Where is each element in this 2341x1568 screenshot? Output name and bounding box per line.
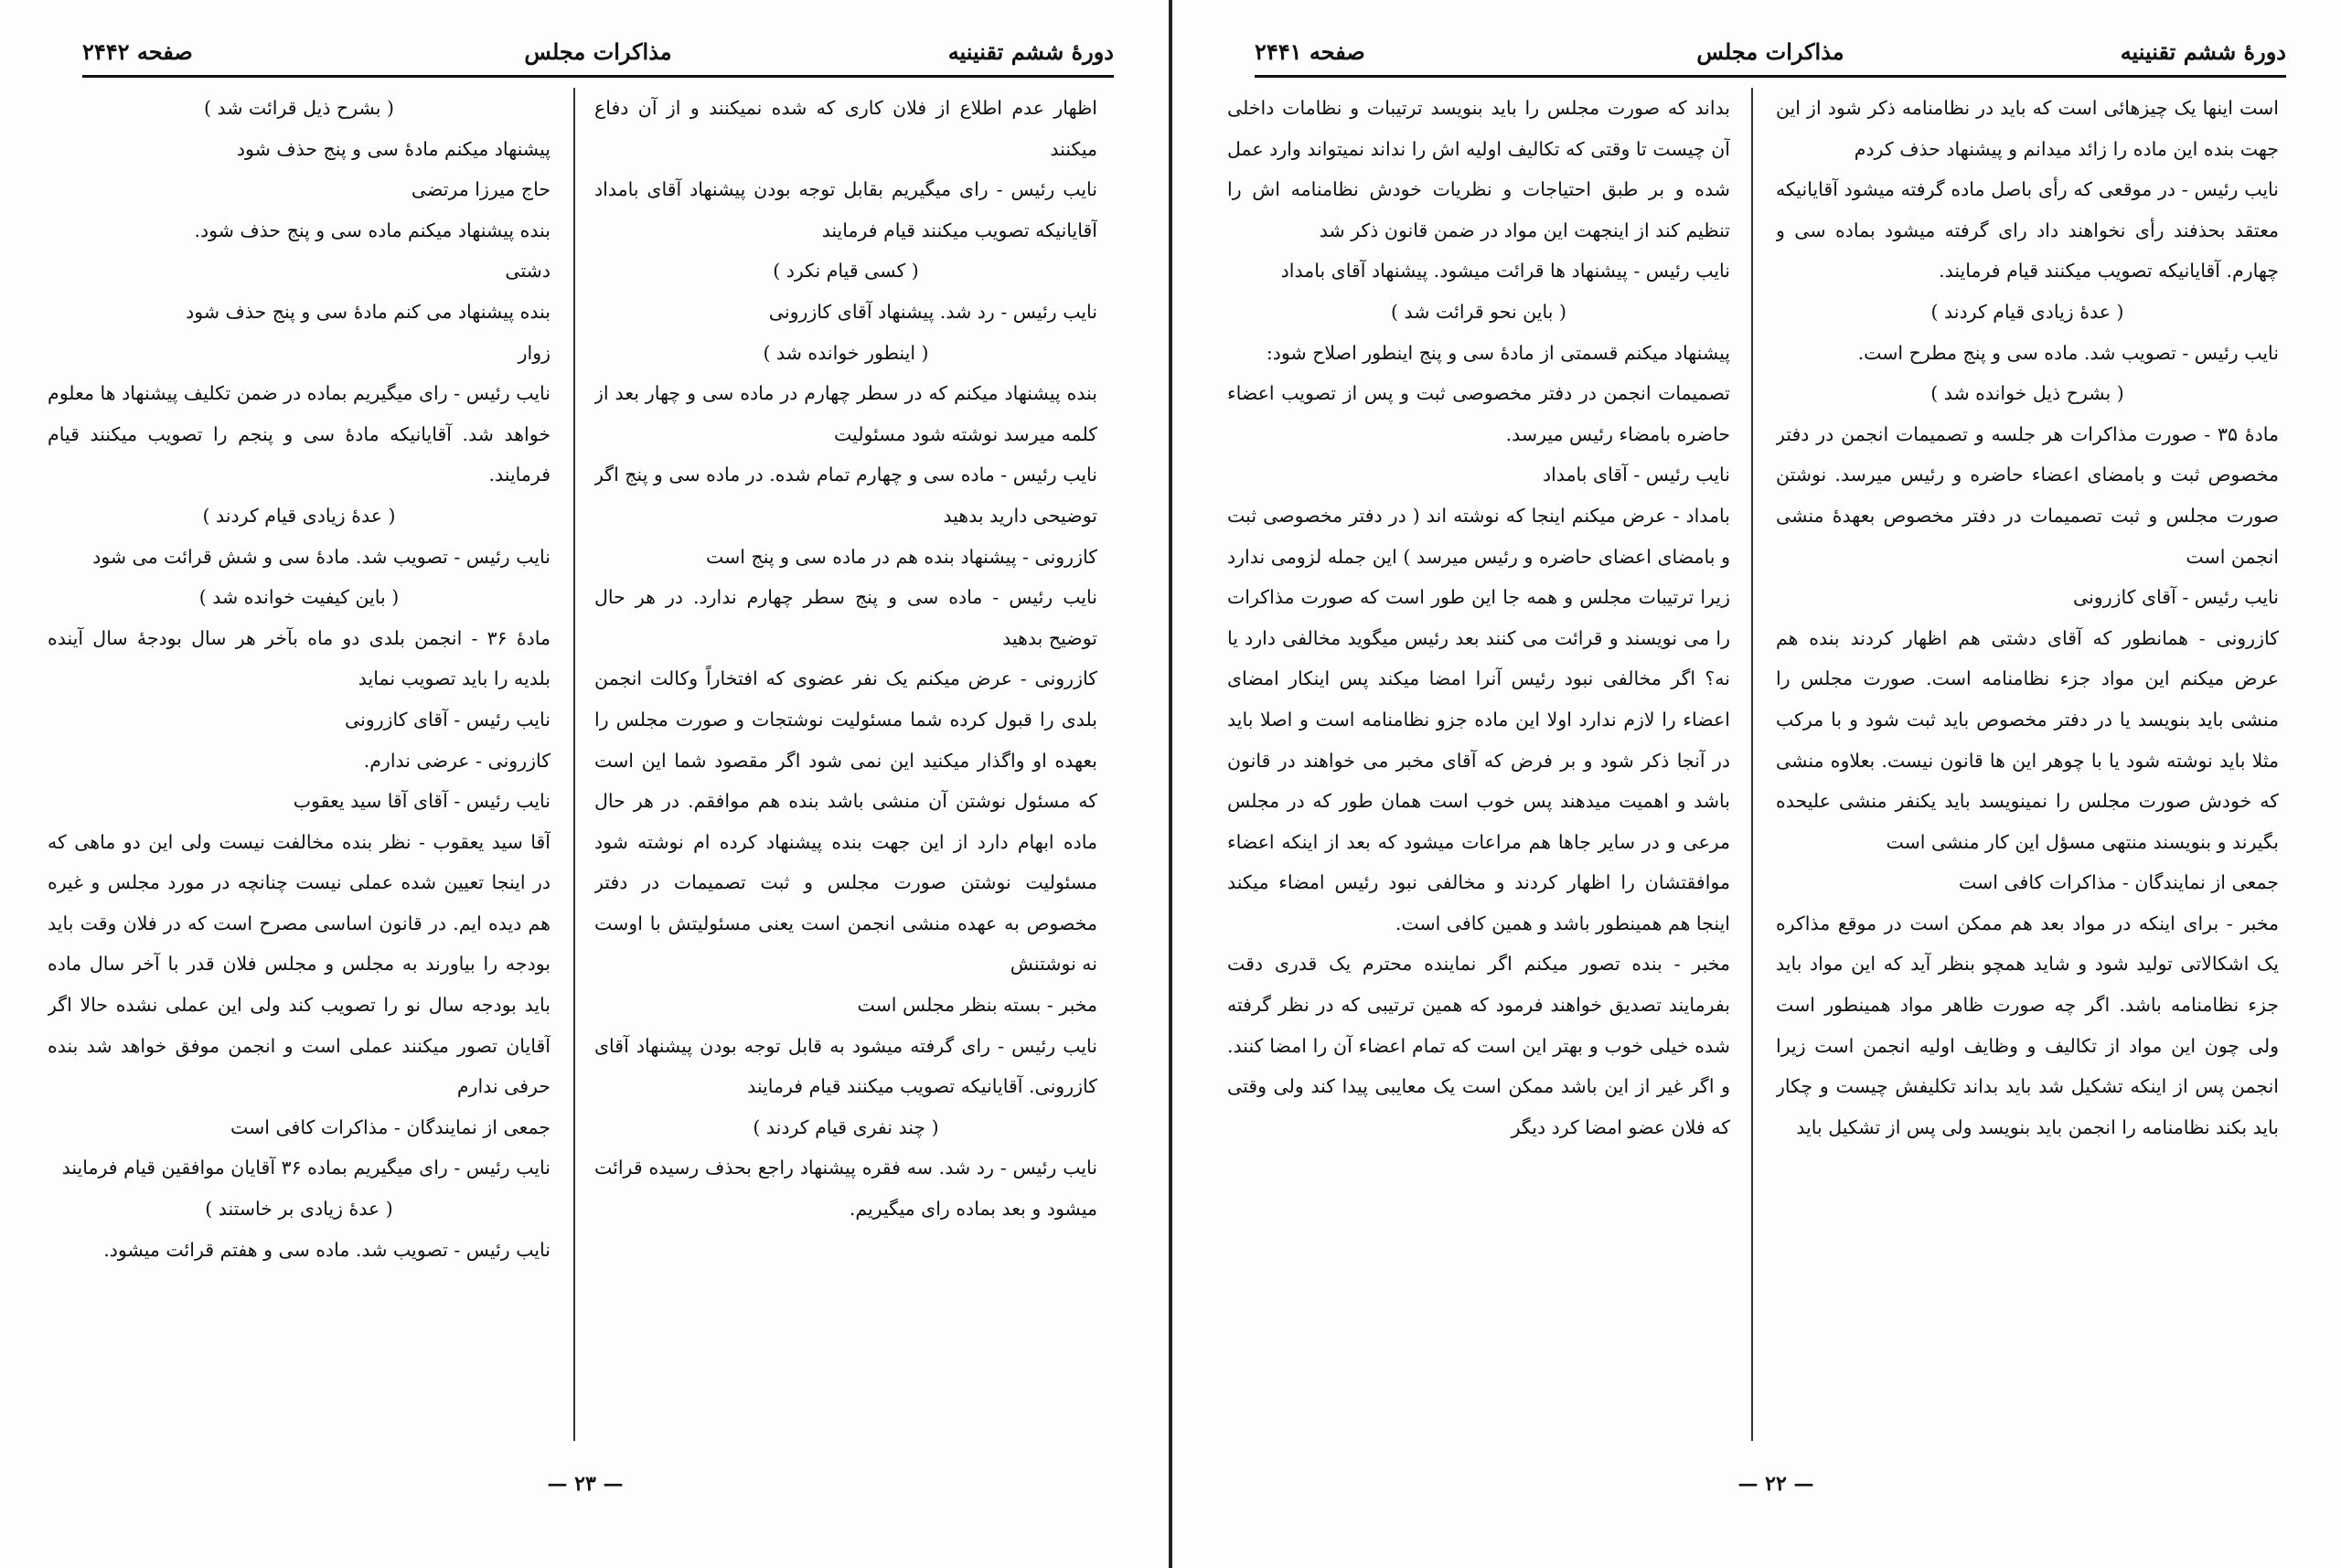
text-paragraph: دشتی (505, 260, 551, 283)
stage-direction: ( عدهٔ زیادی قیام کردند ) (202, 504, 396, 527)
column-divider (573, 88, 575, 1441)
page-number-label: صفحه ۲۴۴۲ (82, 38, 193, 65)
text-paragraph: پیشنهاد میکنم مادهٔ سی و پنج حذف شود (236, 137, 551, 160)
speaker-paragraph: نایب رئیس - تصویب شد. مادهٔ سی و شش قرائت می شود (92, 545, 551, 568)
right-text-column (594, 88, 1097, 1459)
text-paragraph: پیشنهاد میکنم قسمتی از مادهٔ سی و پنج اینطور اصلاح شود: (1266, 341, 1730, 364)
session-label: دورهٔ ششم تقنینیه (947, 38, 1114, 65)
text-paragraph: آقا سید یعقوب - نظر بنده مخالفت نیست ولی این دو ماهی که در اینجا تعیین شده عملی نیست چنانچه در مورد مجلس و غیره هم دیده ایم. در قانون اساسی مصرح است که در فلان وقت باید بودجه را بیاورند به مجلس و مجلس فلان قدر با آخر سال ماده باید بودجه سال نو را تصویب کند ولی این عملی نشده حالا اگر آقایان تصور میکنند عملی است و انجمن موفق خواهد شد بنده حرفی ندارم (48, 830, 551, 1098)
speaker-paragraph: نایب رئیس - رد شد. سه فقره پیشنهاد راجع بحذف رسیده قرائت میشود و بعد بماده رای میگیریم. (594, 1157, 1097, 1221)
text-paragraph: بنده پیشنهاد میکنم ماده سی و پنج حذف شود. (194, 219, 551, 241)
text-paragraph: بنده پیشنهاد میکنم که در سطر چهارم در ماده سی و چهار بعد از کلمه میرسد نوشته شود مسئولیت (594, 382, 1097, 445)
text-paragraph: مخبر - بسته بنظر مجلس است (857, 994, 1097, 1017)
speaker-paragraph: نایب رئیس - رای میگیریم بقابل توجه بودن پیشنهاد آقای بامداد آقایانیکه تصویب میکنند قیام فرمایند (594, 178, 1097, 241)
stage-direction: ( عدهٔ زیادی بر خاستند ) (205, 1198, 393, 1221)
text-paragraph: جمعی از نمایندگان - مذاکرات کافی است (1958, 871, 2279, 894)
left-text-column (1227, 88, 1730, 1459)
text-paragraph: مادهٔ ۳۶ - انجمن بلدی دو ماه بآخر هر سال بودجهٔ سال آینده بلدیه را باید تصویب نماید (48, 626, 551, 690)
text-paragraph: جمعی از نمایندگان - مذاکرات کافی است (230, 1115, 551, 1138)
text-paragraph: بامداد - عرض میکنم اینجا که نوشته اند ( در دفتر مخصوصی ثبت و بامضای اعضای حاضره و رئیس میرسد ) این جمله لزومی ندارد زیرا ترتیبات مجلس و همه جا این طور است که صورت مذاکرات را می نویسند و قرائت می کنند بعد رئیس میگوید مخالفی دارد یا نه؟ اگر مخالفی نبود رئیس آنرا امضا میکند پس اینکار امضای اعضاء را لازم ندارد اولا این ماده جزو نظامنامه است و اصلا باید در آنجا ذکر شود و بر فرض که آقای مخبر می خواهند در قانون باشد و اهمیت میدهند پس خوب است همان طور که در مجلس مرعی و در سایر جاها هم مراعات میشود که بعد از اینکه اعضاء موافقتشان را اظهار کردند و مخالفی نبود رئیس امضاء میکند اینجا هم همینطور باشد و همین کافی است. (1227, 504, 1730, 934)
text-paragraph: بداند که صورت مجلس را باید بنویسد ترتیبات و نظامات داخلی آن چیست تا وقتی که تکالیف اولیه اش را نداند نمیتواند وارد عمل شده و بر طبق احتیاجات و نظریات خودش نظامنامه اش را تنظیم کند از اینجهت این مواد در ضمن قانون ذکر شد (1227, 97, 1730, 241)
speaker-paragraph: نایب رئیس - آقای بامداد (1542, 464, 1730, 486)
stage-direction: ( باین کیفیت خوانده شد ) (198, 586, 400, 609)
speaker-paragraph: نایب رئیس - رای میگیریم بماده ۳۶ آقایان موافقین قیام فرمایند (61, 1157, 551, 1179)
journal-title: مذاکرات مجلس (1696, 38, 1844, 65)
stage-direction: ( چند نفری قیام کردند ) (753, 1115, 939, 1138)
page-header (82, 31, 1114, 78)
text-paragraph: حاج میرزا مرتضی (411, 178, 551, 201)
text-paragraph: مخبر - برای اینکه در مواد بعد هم ممکن است در موقع مذاکره یک اشکالاتی تولید شود و شاید همچو بنظر آید که این مواد باید جزء نظامنامه باشد. اگر چه صورت ظاهر مواد همینطور است ولی چون این مواد از تکالیف و وظایف اولیه انجمن است زیرا انجمن پس از اینکه تشکیل شد باید بداند تکلیفش چیست و چکار باید بکند نظامنامه را انجمن باید بنویسد ولی پس از تشکیل باید (1776, 912, 2279, 1138)
stage-direction: ( کسی قیام نکرد ) (773, 260, 919, 283)
stage-direction: ( بشرح ذیل قرائت شد ) (203, 97, 395, 119)
left-page (0, 0, 1169, 1568)
speaker-paragraph: نایب رئیس - ماده سی و چهارم تمام شده. در ماده سی و پنج اگر توضیحی دارید بدهید (594, 464, 1097, 527)
text-paragraph: بنده پیشنهاد می کنم مادهٔ سی و پنج حذف شود (186, 300, 551, 323)
speaker-paragraph: نایب رئیس - رای میگیریم بماده در ضمن تکلیف پیشنهاد ها معلوم خواهد شد. آقایانیکه مادهٔ سی و پنجم را تصویب میکنند قیام فرمایند. (48, 382, 551, 486)
stage-direction: ( اینطور خوانده شد ) (763, 341, 929, 364)
stage-direction: ( بشرح ذیل خوانده شد ) (1930, 382, 2124, 405)
column-divider (1751, 88, 1753, 1441)
text-paragraph: مادهٔ ۳۵ - صورت مذاکرات هر جلسه و تصمیمات انجمن در دفتر مخصوص ثبت و بامضای اعضاء حاضره و رئیس میرسد. نوشتن صورت مجلس و ثبت تصمیمات در دفتر مخصوص بعهدهٔ منشی انجمن است (1776, 422, 2279, 568)
page-folio: — ۲۳ — (547, 1472, 624, 1496)
text-paragraph: کازرونی - پیشنهاد بنده هم در ماده سی و پنج است (705, 545, 1097, 568)
right-text-column (1776, 88, 2279, 1459)
journal-title: مذاکرات مجلس (524, 38, 672, 65)
text-paragraph: کازرونی - عرض میکنم یک نفر عضوی که افتخاراً وکالت انجمن بلدی را قبول کرده شما مسئولیت نوشتجات و صورت مجلس را بعهده او واگذار میکنید این نمی شود اگر مقصود شما این است که مسئول نوشتن آن منشی باشد بنده هم موافقم. در هر حال ماده ابهام دارد از این جهت بنده پیشنهاد کرده ام نوشته شود مسئولیت نوشتن صورت مجلس و ثبت تصمیمات در دفتر مخصوص به عهده منشی انجمن است یعنی مسئولیتش با اوست نه نوشتنش (594, 667, 1097, 976)
text-paragraph: کازرونی - عرضی ندارم. (363, 749, 551, 772)
speaker-paragraph: نایب رئیس - آقای کازرونی (345, 708, 551, 731)
text-paragraph: زوار (518, 341, 551, 364)
page-folio: — ۲۲ — (1737, 1472, 1814, 1496)
speaker-paragraph: نایب رئیس - آقای آقا سید یعقوب (293, 790, 551, 813)
text-paragraph: مخبر - بنده تصور میکنم اگر نماینده محترم یک قدری دقت بفرمایند تصدیق خواهند فرمود که همین ترتیبی که در نظر گرفته شده خیلی خوب و بهتر این است که تمام اعضاء آن را امضا کنند. و اگر غیر از این باشد ممکن است یک معایبی پیدا کند ولی وقتی که فلان عضو امضا کرد دیگر (1227, 953, 1730, 1138)
speaker-paragraph: نایب رئیس - رای گرفته میشود به قابل توجه بودن پیشنهاد آقای کازرونی. آقایانیکه تصویب میکنند قیام فرمایند (594, 1034, 1097, 1098)
page-number-label: صفحه ۲۴۴۱ (1255, 38, 1365, 65)
speaker-paragraph: نایب رئیس - ماده سی و پنج سطر چهارم ندارد. در هر حال توضیح بدهید (594, 586, 1097, 649)
page-header (1255, 31, 2286, 78)
session-label: دورهٔ ششم تقنینیه (2120, 38, 2286, 65)
stage-direction: ( باین نحو قرائت شد ) (1391, 300, 1566, 323)
text-paragraph: کازرونی - همانطور که آقای دشتی هم اظهار کردند بنده هم عرض میکنم این مواد جزء نظامنامه است. صورت مجلس را منشی باید بنویسد یا در دفتر مخصوص باید ثبت شود و با مرکب مثلا باید نوشته شود یا با چوهر این ها قانون نیست. بعلاوه منشی که خودش صورت مجلس را نمینویسد باید یکنفر منشی علیحده بگیرند و بنویسند منتهی مسؤل این کار منشی است (1776, 626, 2279, 853)
text-paragraph: است اینها یک چیزهائی است که باید در نظامنامه ذکر شود از این جهت بنده این ماده را زائد میدانم و پیشنهاد حذف کردم (1776, 97, 2279, 160)
left-text-column (48, 88, 551, 1459)
speaker-paragraph: نایب رئیس - رد شد. پیشنهاد آقای کازرونی (768, 300, 1097, 323)
stage-direction: ( عدهٔ زیادی قیام کردند ) (1930, 300, 2124, 323)
text-paragraph: تصمیمات انجمن در دفتر مخصوصی ثبت و پس از تصویب اعضاء حاضره بامضاء رئیس میرسد. (1227, 382, 1730, 445)
speaker-paragraph: نایب رئیس - تصویب شد. ماده سی و هفتم قرائت میشود. (103, 1238, 551, 1261)
right-page (1172, 0, 2341, 1568)
speaker-paragraph: نایب رئیس - تصویب شد. ماده سی و پنج مطرح است. (1857, 341, 2279, 364)
speaker-paragraph: نایب رئیس - آقای کازرونی (2073, 586, 2279, 609)
text-paragraph: اظهار عدم اطلاع از فلان کاری که شده نمیکنند و از آن دفاع میکنند (594, 97, 1097, 160)
speaker-paragraph: نایب رئیس - پیشنهاد ها قرائت میشود. پیشنهاد آقای بامداد (1280, 260, 1730, 283)
speaker-paragraph: نایب رئیس - در موقعی که رأی باصل ماده گرفته میشود آقایانیکه معتقد بحذفند رأی نخواهند داد رای گرفته میشود بماده سی و چهارم. آقایانیکه تصویب میکنند قیام فرمایند. (1776, 178, 2279, 283)
